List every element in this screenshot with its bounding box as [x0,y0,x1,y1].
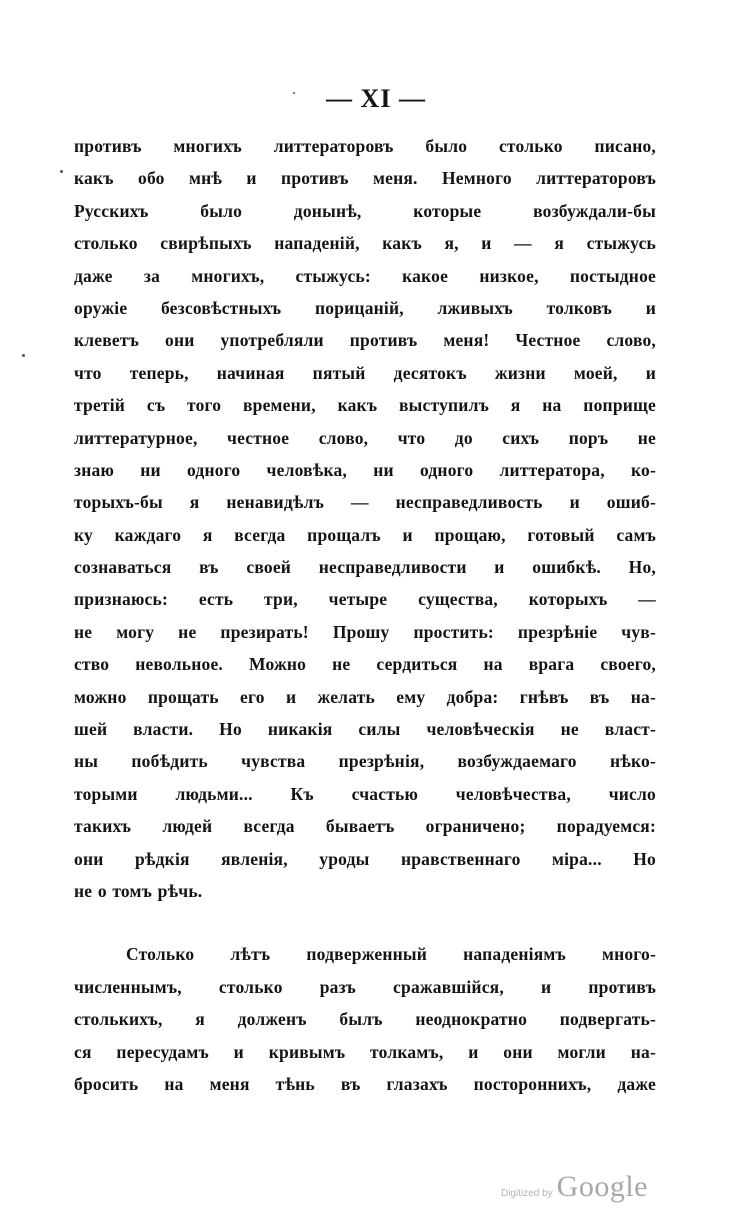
text-line: столько свирѣпыхъ нападеній, какъ я, и — я стыжусь [74,233,656,254]
scan-speck [293,92,295,94]
text-line: торыхъ-бы я ненавидѣлъ — несправедливость и ошиб- [74,492,656,513]
scan-speck [22,354,25,357]
text-line: численнымъ, столько разъ сражавшійся, и противъ [74,976,656,997]
text-line: Столько лѣтъ подверженный нападеніямъ много- [126,944,656,964]
text-line: ся пересудамъ и кривымъ толкамъ, и они могли на- [74,1041,656,1062]
text-line: сознаваться въ своей несправедливости и ошибкѣ. Но, [74,557,656,578]
digitized-by-google-watermark [501,1170,648,1204]
text-line: даже за многихъ, стыжусь: какое низкое, постыдное [74,265,656,286]
text-line: они рѣдкія явленія, уроды нравственнаго міра... Но [74,848,656,869]
text-line: бросить на меня тѣнь въ глазахъ постороннихъ, даже [74,1074,656,1095]
text-line: противъ многихъ литтераторовъ было столько писано, [74,136,656,156]
text-line: не о томъ рѣчь. [74,880,203,901]
text-line: Русскихъ было донынѣ, которые возбуждали-бы [74,200,656,221]
text-line: какъ обо мнѣ и противъ меня. Немного литтераторовъ [74,168,656,189]
text-line: шей власти. Но никакія силы человѣческія не власт- [74,719,656,740]
text-line: ны побѣдить чувства презрѣнія, возбуждаемаго нѣко- [74,751,656,772]
text-line: что теперь, начиная пятый десятокъ жизни моей, и [74,362,656,383]
text-line: третій съ того времени, какъ выступилъ я на поприще [74,395,656,416]
text-line: признаюсь: есть три, четыре существа, которыхъ — [74,589,656,610]
google-logo-text: Google [556,1170,648,1203]
text-line: не могу не презирать! Прошу простить: презрѣніе чув- [74,621,656,642]
paragraph-1 [74,130,656,907]
digitized-by-label: Digitized by [500,1188,553,1199]
text-line: знаю ни одного человѣка, ни одного литтератора, ко- [74,459,656,480]
page-number-header: — XI — [326,84,426,113]
text-line: торыми людьми... Къ счастью человѣчества, число [74,783,656,804]
text-line: ство невольное. Можно не сердиться на врага своего, [74,654,656,675]
text-line: столькихъ, я долженъ былъ неоднократно подвергать- [74,1009,656,1030]
scan-speck [60,170,63,173]
text-line: оружіе безсовѣстныхъ порицаній, лживыхъ толковъ и [74,297,656,318]
text-line: литтературное, честное слово, что до сихъ поръ не [74,427,656,448]
text-line: такихъ людей всегда бываетъ ограничено; порадуемся: [74,816,656,837]
paragraph-2 [74,938,656,1101]
text-line: клеветъ они употребляли противъ меня! Честное слово, [74,330,656,351]
text-line: ку каждаго я всегда прощалъ и прощаю, готовый самъ [74,524,656,545]
text-line: можно прощать его и желать ему добра: гнѣвъ въ на- [74,686,656,707]
